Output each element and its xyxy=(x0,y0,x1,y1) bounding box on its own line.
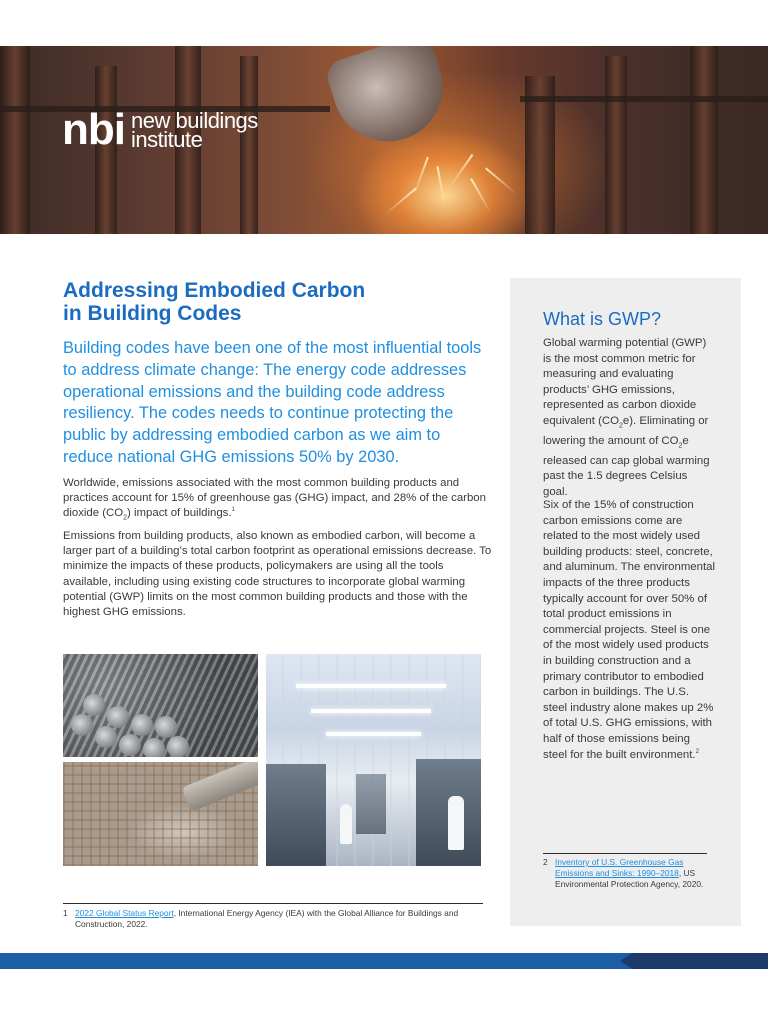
concrete-chute xyxy=(181,762,258,812)
ceiling-light xyxy=(311,709,431,713)
co2-subscript: 2 xyxy=(618,422,623,430)
footnote-1 xyxy=(63,908,483,929)
concrete-pour-photo xyxy=(63,762,258,866)
footnote-2-link[interactable]: Inventory of U.S. Greenhouse Gas Emissions and Sinks: 1990–2018 xyxy=(555,857,684,878)
logo-line2: institute xyxy=(130,127,203,152)
footnote-divider xyxy=(63,903,483,904)
rebar-end xyxy=(119,734,141,756)
rebar-end xyxy=(155,716,177,738)
logo-wordmark xyxy=(130,108,258,152)
factory-cleanroom-photo xyxy=(266,654,481,866)
sidebar-p1-b: e). Eliminating or lowering the amount of CO xyxy=(543,414,709,447)
spark xyxy=(485,167,517,194)
title-line1: Addressing Embodied Carbon xyxy=(63,279,366,302)
machine xyxy=(356,774,386,834)
page-title xyxy=(63,279,483,325)
footnote-number: 2 xyxy=(543,857,548,867)
rebar-end xyxy=(107,706,129,728)
footnote-ref-2: 2 xyxy=(695,748,699,755)
machine xyxy=(266,764,326,866)
worker-figure xyxy=(448,796,464,850)
footer-accent-bar xyxy=(620,953,768,969)
rebar-end xyxy=(167,736,189,757)
banner-beam xyxy=(520,96,768,102)
rebar-end xyxy=(71,714,93,736)
logo-mark: nbi xyxy=(62,105,125,154)
footnote-number: 1 xyxy=(63,908,68,918)
footnote-2 xyxy=(543,857,718,889)
gwp-sidebar xyxy=(510,278,741,926)
body-paragraph-1 xyxy=(63,476,493,526)
nbi-logo xyxy=(62,105,258,154)
sidebar-p2-text: Six of the 15% of construction carbon emissions come are related to the most widely used building products: steel, concrete, and aluminum. The environmental impacts of the three products typically account for over 50% of total product emissions in commercial projects. Steel is one of the most widely used products in building construction and a primary contributor to embodied carbon in buildings. The U.S. steel industry alone makes up 2% of total U.S. GHG emissions, with half of those emissions being steel for the built environment. xyxy=(543,499,716,761)
footnote-ref-1: 1 xyxy=(231,507,235,514)
rebar-end xyxy=(83,694,105,716)
co2-subscript: 2 xyxy=(678,442,683,450)
footnote-1-text xyxy=(75,908,483,929)
sidebar-footnote-divider xyxy=(543,853,707,854)
sidebar-p1-a: Global warming potential (GWP) is the most common metric for measuring and evaluating products’ GHG emissions, represented as carbon dioxide equivalent (CO xyxy=(543,337,707,427)
sidebar-paragraph-1 xyxy=(543,336,715,501)
body-paragraph-2: Emissions from building products, also known as embodied carbon, will become a larger part of a building’s total carbon footprint as operational emissions decrease. To minimize the impacts of these products, policymakers are using all the tools available, including using existing code structures to incorporate global warming potential (GWP) limits on the most common building products and those with the highest GHG emissions. xyxy=(63,530,492,619)
footnote-2-source: , US Environmental Protection Agency, 2020. xyxy=(555,867,704,889)
sidebar-p1-c: e released can cap global warming past the 1.5 degrees Celsius goal. xyxy=(543,434,710,498)
footnote-1-source: , International Energy Agency (IEA) with the Global Alliance for Buildings and Construction, 2022. xyxy=(75,908,459,929)
banner-column xyxy=(605,56,627,234)
header-banner-image xyxy=(0,46,768,234)
sidebar-paragraph-2 xyxy=(543,498,715,763)
banner-column xyxy=(690,46,718,234)
sidebar-title: What is GWP? xyxy=(543,309,662,329)
p1-text-b: ) impact of buildings. xyxy=(127,507,232,520)
spark xyxy=(449,154,474,188)
footnote-1-link[interactable]: 2022 Global Status Report xyxy=(75,908,174,918)
co2-subscript: 2 xyxy=(123,514,128,522)
spark xyxy=(385,187,417,214)
ladle-shape xyxy=(323,46,457,156)
title-line2: in Building Codes xyxy=(63,302,242,325)
worker-figure xyxy=(340,804,352,844)
rebar-end xyxy=(131,714,153,736)
ceiling-light xyxy=(296,684,446,688)
rebar-end xyxy=(95,726,117,748)
spark xyxy=(470,178,492,214)
logo-line1: new buildings xyxy=(130,108,258,133)
p1-text-a: Worldwide, emissions associated with the most common building products and practices account for 15% of greenhouse gas (GHG) impact, and 28% of the carbon dioxide (CO xyxy=(63,477,486,520)
ceiling-light xyxy=(326,732,421,736)
lead-paragraph: Building codes have been one of the most influential tools to address climate change: The energy code addresses operational emissions and the building code address resiliency. The codes needs to continue protecting the public by addressing embodied carbon as we aim to reduce national GHG emissions 50% by 2030. xyxy=(63,339,482,466)
footnote-2-text xyxy=(555,857,718,889)
rebar-photo xyxy=(63,654,258,757)
spark xyxy=(437,166,446,206)
banner-column xyxy=(0,46,30,234)
rebar-end xyxy=(143,738,165,757)
